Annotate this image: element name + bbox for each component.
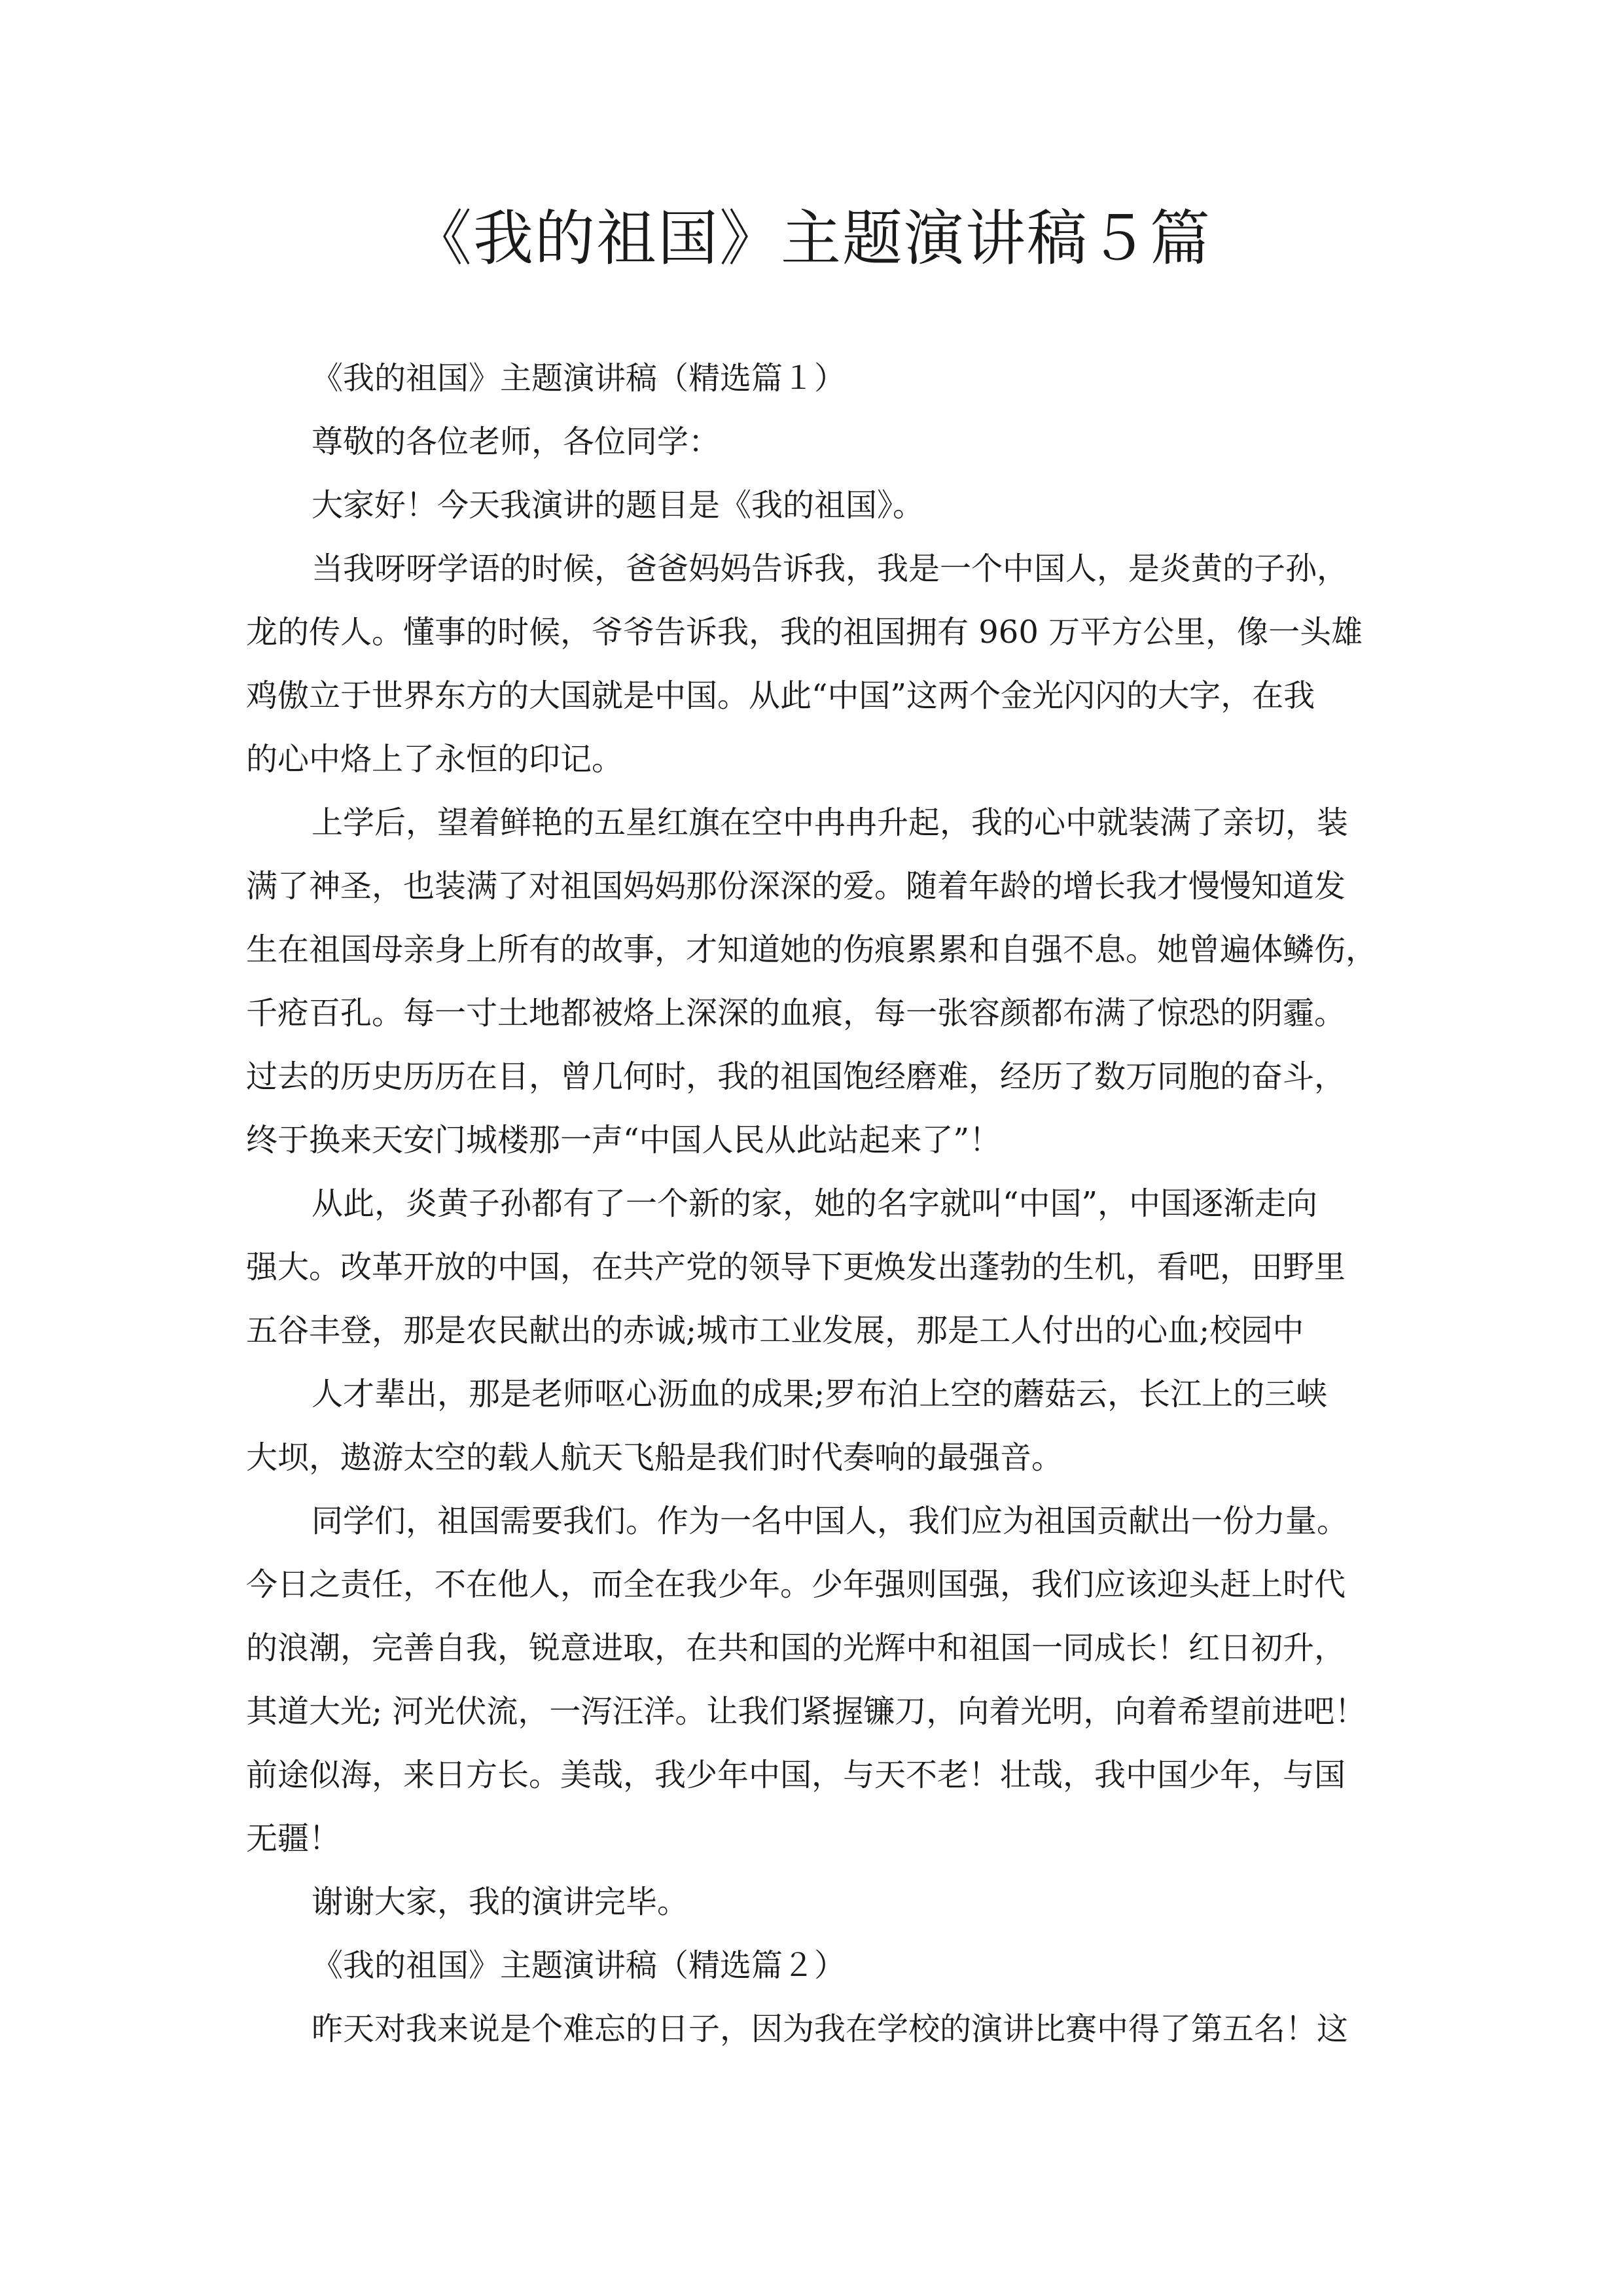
paragraph-line: 的心中烙上了永恒的印记。 <box>246 741 624 778</box>
paragraph-line: 当我呀呀学语的时候，爸爸妈妈告诉我，我是一个中国人，是炎黄的子孙， <box>312 550 1349 587</box>
paragraph-line: 人才辈出，那是老师呕心沥血的成果;罗布泊上空的蘑菇云，长江上的三峡 <box>312 1376 1328 1412</box>
paragraph-line: 五谷丰登，那是农民献出的赤诚;城市工业发展，那是工人付出的心血;校园中 <box>246 1312 1304 1349</box>
paragraph-line: 同学们，祖国需要我们。作为一名中国人，我们应为祖国贡献出一份力量。 <box>312 1503 1349 1539</box>
paragraph-line: 无疆！ <box>246 1820 341 1857</box>
paragraph-line: 鸡傲立于世界东方的大国就是中国。从此“中国”这两个金光闪闪的大字，在我 <box>246 677 1315 714</box>
paragraph-line: 大坝，遨游太空的载人航天飞船是我们时代奏响的最强音。 <box>246 1439 1063 1476</box>
closing-line: 谢谢大家，我的演讲完毕。 <box>312 1884 689 1920</box>
document-body <box>246 347 1385 2061</box>
section-heading-2: 《我的祖国》主题演讲稿（精选篇２） <box>312 1947 846 1984</box>
paragraph-line: 生在祖国母亲身上所有的故事，才知道她的伤痕累累和自强不息。她曾遍体鳞伤， <box>246 931 1378 968</box>
paragraph-line: 从此，炎黄子孙都有了一个新的家，她的名字就叫“中国”，中国逐渐走向 <box>312 1185 1318 1222</box>
document-title: 《我的祖国》主题演讲稿５篇 <box>411 204 1211 274</box>
section-heading-1: 《我的祖国》主题演讲稿（精选篇１） <box>312 360 846 397</box>
paragraph-line: 过去的历史历历在目，曾几何时，我的祖国饱经磨难，经历了数万同胞的奋斗， <box>246 1058 1346 1095</box>
paragraph-line: 龙的传人。懂事的时候，爷爷告诉我，我的祖国拥有 960 万平方公里，像一头雄 <box>246 614 1363 651</box>
paragraph-line: 上学后，望着鲜艳的五星红旗在空中冉冉升起，我的心中就装满了亲切，装 <box>312 804 1349 841</box>
salutation: 尊敬的各位老师，各位同学： <box>312 423 721 460</box>
paragraph-line: 千疮百孔。每一寸土地都被烙上深深的血痕，每一张容颜都布满了惊恐的阴霾。 <box>246 995 1346 1031</box>
paragraph-line: 满了神圣，也装满了对祖国妈妈那份深深的爱。随着年龄的增长我才慢慢知道发 <box>246 868 1346 905</box>
paragraph-line: 终于换来天安门城楼那一声“中国人民从此站起来了”！ <box>246 1122 1001 1158</box>
paragraph-line: 前途似海，来日方长。美哉，我少年中国，与天不老！壮哉，我中国少年，与国 <box>246 1757 1346 1793</box>
paragraph-line: 强大。改革开放的中国，在共产党的领导下更焕发出蓬勃的生机，看吧，田野里 <box>246 1249 1346 1285</box>
paragraph-line: 昨天对我来说是个难忘的日子，因为我在学校的演讲比赛中得了第五名！这 <box>312 2011 1349 2047</box>
paragraph-line: 其道大光; 河光伏流，一泻汪洋。让我们紧握镰刀，向着光明，向着希望前进吧！ <box>246 1693 1366 1730</box>
greeting: 大家好！今天我演讲的题目是《我的祖国》。 <box>312 487 925 524</box>
paragraph-line: 的浪潮，完善自我，锐意进取，在共和国的光辉中和祖国一同成长！红日初升， <box>246 1630 1346 1666</box>
paragraph-line: 今日之责任，不在他人，而全在我少年。少年强则国强，我们应该迎头赶上时代 <box>246 1566 1346 1603</box>
